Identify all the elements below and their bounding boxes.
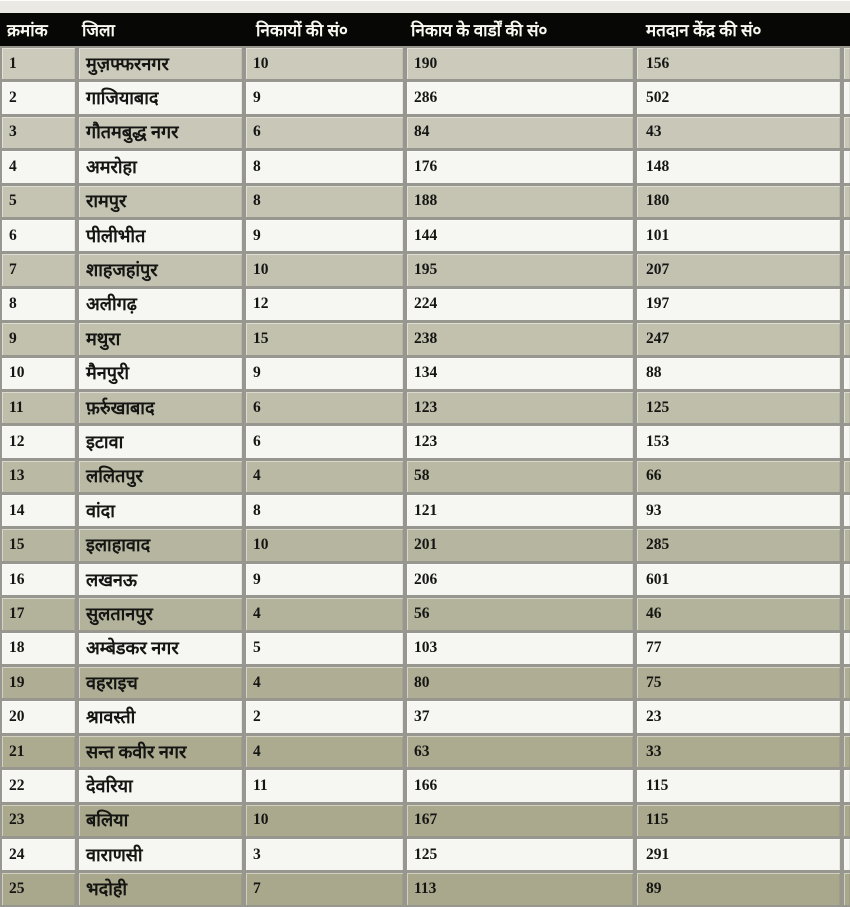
cell-truncated xyxy=(844,598,850,629)
cell-serial-number: 10 xyxy=(2,358,75,389)
table-row xyxy=(2,48,850,79)
cell-bodies-count: 8 xyxy=(246,151,403,182)
header-polling-stations-count: मतदान केंद्र की सं० xyxy=(646,21,762,40)
table-row xyxy=(2,701,850,732)
cell-serial-number: 21 xyxy=(2,736,75,767)
cell-serial-number: 24 xyxy=(2,839,75,870)
table-row xyxy=(2,667,850,698)
cell-serial-number: 11 xyxy=(2,392,75,423)
cell-wards-count: 58 xyxy=(407,461,633,492)
cell-polling-stations-count: 115 xyxy=(637,770,840,801)
cell-bodies-count: 3 xyxy=(246,839,403,870)
cell-district: मुज़फ्फरनगर xyxy=(79,48,242,79)
cell-district: सन्त कवीर नगर xyxy=(79,736,242,767)
cell-district: श्रावस्ती xyxy=(79,701,242,732)
table-row xyxy=(2,873,850,904)
table-row xyxy=(2,151,850,182)
cell-polling-stations-count: 285 xyxy=(637,529,840,560)
table-header-row xyxy=(0,13,850,46)
cell-wards-count: 201 xyxy=(407,529,633,560)
cell-district: बलिया xyxy=(79,805,242,836)
cell-polling-stations-count: 156 xyxy=(637,48,840,79)
table-row xyxy=(2,117,850,148)
cell-truncated xyxy=(844,529,850,560)
table-row xyxy=(2,770,850,801)
table-row xyxy=(2,254,850,285)
cell-bodies-count: 7 xyxy=(246,873,403,904)
header-district: जिला xyxy=(82,21,115,40)
cell-polling-stations-count: 101 xyxy=(637,220,840,251)
cell-wards-count: 125 xyxy=(407,839,633,870)
table-row xyxy=(2,839,850,870)
cell-serial-number: 16 xyxy=(2,564,75,595)
cell-truncated xyxy=(844,289,850,320)
cell-polling-stations-count: 115 xyxy=(637,805,840,836)
cell-polling-stations-count: 197 xyxy=(637,289,840,320)
cell-serial-number: 25 xyxy=(2,873,75,904)
cell-wards-count: 206 xyxy=(407,564,633,595)
cell-district: मथुरा xyxy=(79,323,242,354)
cell-truncated xyxy=(844,254,850,285)
cell-truncated xyxy=(844,48,850,79)
cell-truncated xyxy=(844,839,850,870)
cell-bodies-count: 10 xyxy=(246,48,403,79)
cell-serial-number: 9 xyxy=(2,323,75,354)
cell-wards-count: 80 xyxy=(407,667,633,698)
cell-serial-number: 13 xyxy=(2,461,75,492)
cell-serial-number: 23 xyxy=(2,805,75,836)
cell-district: इटावा xyxy=(79,426,242,457)
table-row xyxy=(2,220,850,251)
cell-polling-stations-count: 291 xyxy=(637,839,840,870)
cell-polling-stations-count: 43 xyxy=(637,117,840,148)
table-row xyxy=(2,186,850,217)
cell-truncated xyxy=(844,495,850,526)
cell-wards-count: 176 xyxy=(407,151,633,182)
cell-polling-stations-count: 125 xyxy=(637,392,840,423)
cell-bodies-count: 2 xyxy=(246,701,403,732)
cell-truncated xyxy=(844,873,850,904)
cell-bodies-count: 6 xyxy=(246,392,403,423)
cell-district: शाहजहांपुर xyxy=(79,254,242,285)
cell-wards-count: 238 xyxy=(407,323,633,354)
cell-wards-count: 224 xyxy=(407,289,633,320)
cell-district: वाराणसी xyxy=(79,839,242,870)
cell-district: लखनऊ xyxy=(79,564,242,595)
cell-bodies-count: 5 xyxy=(246,633,403,664)
cell-wards-count: 56 xyxy=(407,598,633,629)
cell-district: फ़र्रुखाबाद xyxy=(79,392,242,423)
cell-truncated xyxy=(844,461,850,492)
cell-truncated xyxy=(844,701,850,732)
cell-wards-count: 121 xyxy=(407,495,633,526)
cell-serial-number: 12 xyxy=(2,426,75,457)
table-row xyxy=(2,392,850,423)
cell-wards-count: 123 xyxy=(407,392,633,423)
table-row xyxy=(2,805,850,836)
cell-truncated xyxy=(844,186,850,217)
cell-truncated xyxy=(844,805,850,836)
cell-bodies-count: 10 xyxy=(246,805,403,836)
table-row xyxy=(2,289,850,320)
cell-bodies-count: 6 xyxy=(246,426,403,457)
cell-district: अम्बेडकर नगर xyxy=(79,633,242,664)
cell-truncated xyxy=(844,736,850,767)
cell-truncated xyxy=(844,82,850,113)
cell-district: देवरिया xyxy=(79,770,242,801)
cell-wards-count: 63 xyxy=(407,736,633,767)
cell-bodies-count: 8 xyxy=(246,495,403,526)
cell-bodies-count: 4 xyxy=(246,667,403,698)
cell-bodies-count: 8 xyxy=(246,186,403,217)
cell-district: मैनपुरी xyxy=(79,358,242,389)
cell-bodies-count: 4 xyxy=(246,736,403,767)
cell-serial-number: 14 xyxy=(2,495,75,526)
cell-district: इलाहावाद xyxy=(79,529,242,560)
cell-polling-stations-count: 601 xyxy=(637,564,840,595)
cell-truncated xyxy=(844,151,850,182)
top-margin-strip xyxy=(0,0,850,13)
cell-bodies-count: 9 xyxy=(246,220,403,251)
cell-wards-count: 286 xyxy=(407,82,633,113)
cell-wards-count: 134 xyxy=(407,358,633,389)
table-row xyxy=(2,564,850,595)
cell-serial-number: 4 xyxy=(2,151,75,182)
cell-serial-number: 1 xyxy=(2,48,75,79)
cell-truncated xyxy=(844,770,850,801)
cell-wards-count: 190 xyxy=(407,48,633,79)
cell-polling-stations-count: 247 xyxy=(637,323,840,354)
cell-district: अलीगढ़ xyxy=(79,289,242,320)
header-serial-number: क्रमांक xyxy=(7,21,48,40)
cell-serial-number: 2 xyxy=(2,82,75,113)
table-row xyxy=(2,358,850,389)
cell-polling-stations-count: 77 xyxy=(637,633,840,664)
cell-district: वांदा xyxy=(79,495,242,526)
cell-bodies-count: 15 xyxy=(246,323,403,354)
cell-truncated xyxy=(844,358,850,389)
cell-district: अमरोहा xyxy=(79,151,242,182)
cell-truncated xyxy=(844,323,850,354)
cell-polling-stations-count: 153 xyxy=(637,426,840,457)
cell-truncated xyxy=(844,633,850,664)
cell-truncated xyxy=(844,392,850,423)
table-row xyxy=(2,82,850,113)
cell-polling-stations-count: 502 xyxy=(637,82,840,113)
cell-bodies-count: 9 xyxy=(246,564,403,595)
cell-serial-number: 22 xyxy=(2,770,75,801)
cell-wards-count: 144 xyxy=(407,220,633,251)
cell-polling-stations-count: 180 xyxy=(637,186,840,217)
cell-bodies-count: 10 xyxy=(246,254,403,285)
cell-bodies-count: 12 xyxy=(246,289,403,320)
cell-serial-number: 17 xyxy=(2,598,75,629)
cell-serial-number: 8 xyxy=(2,289,75,320)
cell-district: वहराइच xyxy=(79,667,242,698)
cell-polling-stations-count: 66 xyxy=(637,461,840,492)
cell-polling-stations-count: 46 xyxy=(637,598,840,629)
cell-wards-count: 195 xyxy=(407,254,633,285)
header-wards-count: निकाय के वार्डों की सं० xyxy=(411,21,548,40)
cell-bodies-count: 11 xyxy=(246,770,403,801)
cell-truncated xyxy=(844,667,850,698)
cell-bodies-count: 9 xyxy=(246,82,403,113)
cell-polling-stations-count: 207 xyxy=(637,254,840,285)
cell-district: सुलतानपुर xyxy=(79,598,242,629)
header-bodies-count: निकायों की सं० xyxy=(256,21,348,40)
cell-polling-stations-count: 75 xyxy=(637,667,840,698)
cell-district: गौतमबुद्ध नगर xyxy=(79,117,242,148)
cell-district: पीलीभीत xyxy=(79,220,242,251)
cell-polling-stations-count: 89 xyxy=(637,873,840,904)
cell-bodies-count: 6 xyxy=(246,117,403,148)
cell-wards-count: 37 xyxy=(407,701,633,732)
cell-bodies-count: 10 xyxy=(246,529,403,560)
cell-polling-stations-count: 88 xyxy=(637,358,840,389)
cell-bodies-count: 4 xyxy=(246,598,403,629)
cell-serial-number: 20 xyxy=(2,701,75,732)
cell-wards-count: 113 xyxy=(407,873,633,904)
cell-truncated xyxy=(844,117,850,148)
table-row xyxy=(2,426,850,457)
table-row xyxy=(2,323,850,354)
cell-serial-number: 18 xyxy=(2,633,75,664)
cell-bodies-count: 9 xyxy=(246,358,403,389)
table-body xyxy=(0,46,850,905)
cell-polling-stations-count: 33 xyxy=(637,736,840,767)
cell-district: भदोही xyxy=(79,873,242,904)
cell-wards-count: 123 xyxy=(407,426,633,457)
cell-truncated xyxy=(844,564,850,595)
table-row xyxy=(2,495,850,526)
cell-district: गाजियाबाद xyxy=(79,82,242,113)
cell-serial-number: 19 xyxy=(2,667,75,698)
table-row xyxy=(2,633,850,664)
cell-polling-stations-count: 23 xyxy=(637,701,840,732)
cell-serial-number: 15 xyxy=(2,529,75,560)
table-row xyxy=(2,461,850,492)
cell-bodies-count: 4 xyxy=(246,461,403,492)
cell-serial-number: 5 xyxy=(2,186,75,217)
cell-wards-count: 84 xyxy=(407,117,633,148)
cell-polling-stations-count: 93 xyxy=(637,495,840,526)
cell-serial-number: 6 xyxy=(2,220,75,251)
cell-wards-count: 167 xyxy=(407,805,633,836)
cell-truncated xyxy=(844,426,850,457)
cell-serial-number: 3 xyxy=(2,117,75,148)
table-row xyxy=(2,736,850,767)
cell-wards-count: 166 xyxy=(407,770,633,801)
cell-polling-stations-count: 148 xyxy=(637,151,840,182)
table-row xyxy=(2,598,850,629)
cell-serial-number: 7 xyxy=(2,254,75,285)
cell-truncated xyxy=(844,220,850,251)
table-row xyxy=(2,529,850,560)
cell-wards-count: 188 xyxy=(407,186,633,217)
cell-district: ललितपुर xyxy=(79,461,242,492)
cell-district: रामपुर xyxy=(79,186,242,217)
cell-wards-count: 103 xyxy=(407,633,633,664)
